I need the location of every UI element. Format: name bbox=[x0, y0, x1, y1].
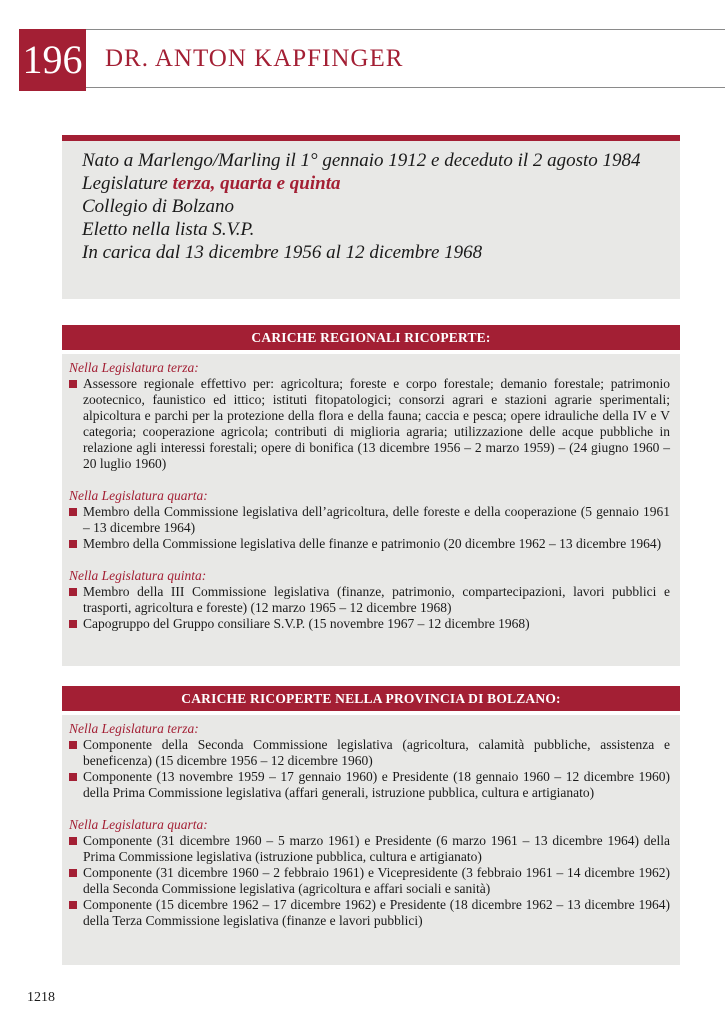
list-item: Componente (15 dicembre 1962 – 17 dicembre 1962) e Presidente (18 dicembre 1962 – 13 dicembre 1964) della Terza Commissione legislativa (finanze e lavori pubblici) bbox=[69, 897, 670, 929]
header-rule-bottom bbox=[86, 87, 725, 88]
entry-number: 196 bbox=[19, 29, 86, 91]
list-item: Membro della Commissione legislativa delle finanze e patrimonio (20 dicembre 1962 – 13 dicembre 1964) bbox=[69, 536, 670, 552]
legislature-label: Nella Legislatura quarta: bbox=[69, 817, 208, 832]
list-item: Capogruppo del Gruppo consiliare S.V.P. (15 novembre 1967 – 12 dicembre 1968) bbox=[69, 616, 670, 632]
regional-group bbox=[69, 488, 670, 552]
list-item: Componente (31 dicembre 1960 – 5 marzo 1961) e Presidente (6 marzo 1961 – 13 dicembre 1964) della Prima Commissione legislativa (istruzione pubblica, cultura e artigianato) bbox=[69, 833, 670, 865]
regional-group bbox=[69, 360, 670, 472]
legislature-prefix: Legislature bbox=[82, 173, 173, 194]
provincial-section-body bbox=[62, 715, 680, 965]
regional-section-title: CARICHE REGIONALI RICOPERTE: bbox=[62, 325, 680, 350]
provincial-section-title: CARICHE RICOPERTE NELLA PROVINCIA DI BOLZANO: bbox=[62, 686, 680, 711]
page-number: 1218 bbox=[27, 990, 55, 1005]
regional-group bbox=[69, 568, 670, 632]
collegio-line: Collegio di Bolzano bbox=[82, 196, 234, 217]
legislature-line bbox=[82, 172, 670, 195]
list-item: Componente della Seconda Commissione legislativa (agricoltura, calamità pubbliche, assistenza e beneficenza) (15 dicembre 1956 – 12 dicembre 1960) bbox=[69, 737, 670, 769]
birth-death-line: Nato a Marlengo/Marling il 1° gennaio 1912 e deceduto il 2 agosto 1984 bbox=[82, 150, 641, 171]
header-rule-top bbox=[86, 29, 725, 30]
provincial-group bbox=[69, 817, 670, 929]
list-item: Componente (31 dicembre 1960 – 2 febbraio 1961) e Vicepresidente (3 febbraio 1961 – 14 dicembre 1962) della Seconda Commissione legislativa (agricoltura e affari sociali e sanità) bbox=[69, 865, 670, 897]
lista-line: Eletto nella lista S.V.P. bbox=[82, 219, 255, 240]
legislature-value: terza, quarta e quinta bbox=[172, 173, 341, 194]
biography-box bbox=[62, 135, 680, 299]
regional-section-body bbox=[62, 354, 680, 666]
legislature-label: Nella Legislatura quarta: bbox=[69, 488, 208, 503]
list-item: Membro della III Commissione legislativa (finanze, patrimonio, compartecipazioni, lavori pubblici e trasporti, agricoltura e foreste) (12 marzo 1965 – 12 dicembre 1968) bbox=[69, 584, 670, 616]
list-item: Membro della Commissione legislativa dell’agricoltura, delle foreste e della cooperazione (5 gennaio 1961 – 13 dicembre 1964) bbox=[69, 504, 670, 536]
person-name: DR. ANTON KAPFINGER bbox=[105, 45, 404, 72]
legislature-label: Nella Legislatura quinta: bbox=[69, 568, 207, 583]
provincial-group bbox=[69, 721, 670, 801]
list-item: Assessore regionale effettivo per: agricoltura; foreste e corpo forestale; demanio forestale; patrimonio zootecnico, faunistico ed ittico; istituti fitopatologici; consorzi agrari e stazioni agrarie sperimentali; alpicoltura e parchi per la protezione della flora e della fauna; caccia e pesca; opere idrauliche della IV e V categoria; cooperazione agricola; contributi di miglioria agraria; utilizzazione delle acque pubbliche in relazione agli interessi forestali; opere di bonifica (13 dicembre 1956 – 2 marzo 1959) – (24 giugno 1960 – 20 luglio 1960) bbox=[69, 376, 670, 472]
carica-line: In carica dal 13 dicembre 1956 al 12 dicembre 1968 bbox=[82, 242, 483, 263]
legislature-label: Nella Legislatura terza: bbox=[69, 721, 199, 736]
legislature-label: Nella Legislatura terza: bbox=[69, 360, 199, 375]
list-item: Componente (13 novembre 1959 – 17 gennaio 1960) e Presidente (18 gennaio 1960 – 12 dicembre 1960) della Prima Commissione legislativa (affari generali, istruzione pubblica, cultura e artigianato) bbox=[69, 769, 670, 801]
